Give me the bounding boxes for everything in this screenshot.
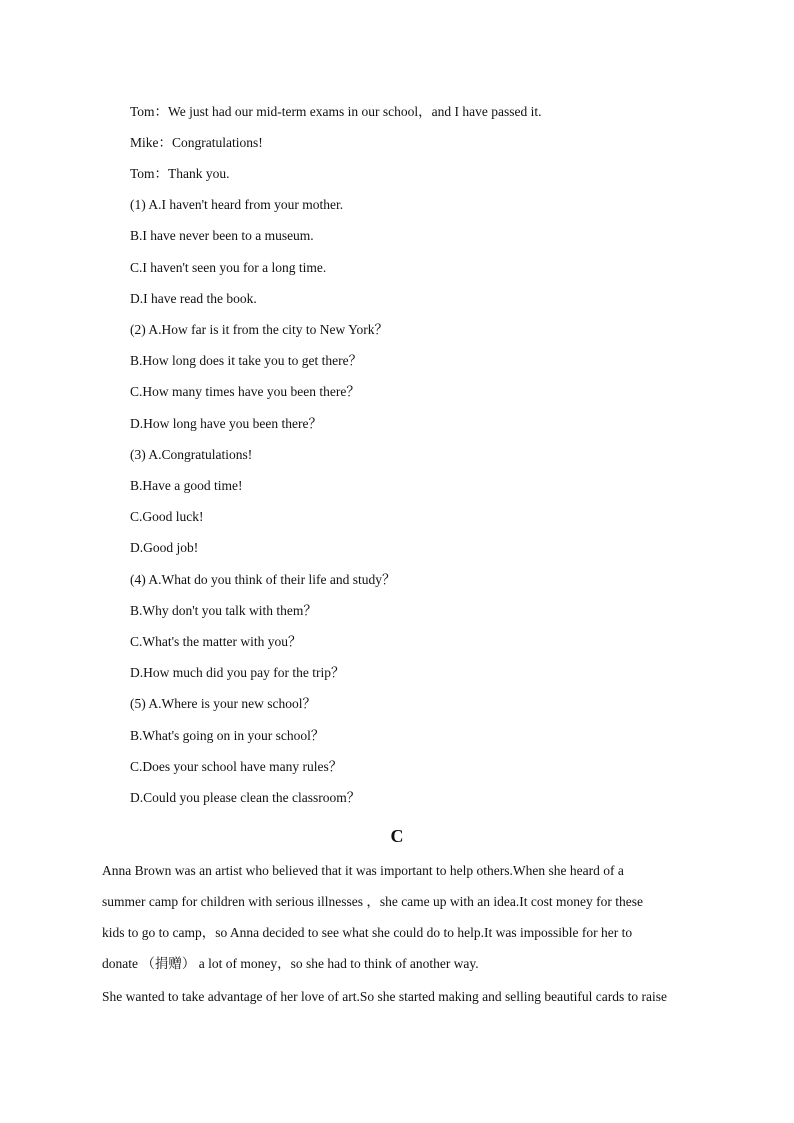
passage-line-5: She wanted to take advantage of her love of art.So she started making and selling beautiful cards to raise [102,989,667,1004]
option-2a: (2) A.How far is it from the city to New York？ [130,322,388,337]
option-2b: B.How long does it take you to get there？ [130,353,363,368]
section-heading: C [390,826,404,846]
passage-line-2: summer camp for children with serious illnesses ，she came up with an idea.It cost money for these [102,894,643,909]
option-4a: (4) A.What do you think of their life and study？ [130,572,396,587]
option-4c: C.What's the matter with you？ [130,634,302,649]
option-5a: (5) A.Where is your new school？ [130,696,316,711]
option-3c: C.Good luck! [130,509,204,524]
option-5d: D.Could you please clean the classroom？ [130,790,361,805]
option-5b: B.What's going on in your school？ [130,728,325,743]
option-1b: B.I have never been to a museum. [130,228,314,243]
dialogue-line-tom-2: Tom：Thank you. [130,166,230,181]
option-4d: D.How much did you pay for the trip？ [130,665,345,680]
option-1d: D.I have read the book. [130,291,257,306]
option-4b: B.Why don't you talk with them？ [130,603,317,618]
option-3d: D.Good job! [130,540,199,555]
option-1a: (1) A.I haven't heard from your mother. [130,197,344,212]
option-2d: D.How long have you been there？ [130,416,322,431]
dialogue-line-tom-1: Tom：We just had our mid-term exams in our school，and I have passed it. [130,104,542,119]
passage-line-1: Anna Brown was an artist who believed that it was important to help others.When she heard of a [102,863,624,878]
option-3b: B.Have a good time! [130,478,243,493]
option-2c: C.How many times have you been there？ [130,384,360,399]
passage-line-4: donate （捐赠） a lot of money，so she had to think of another way. [102,956,479,971]
passage-line-3: kids to go to camp，so Anna decided to see what she could do to help.It was impossible for her to [102,925,633,940]
option-3a: (3) A.Congratulations! [130,447,253,462]
dialogue-line-mike: Mike：Congratulations! [130,135,263,150]
option-1c: C.I haven't seen you for a long time. [130,260,327,275]
option-5c: C.Does your school have many rules？ [130,759,343,774]
